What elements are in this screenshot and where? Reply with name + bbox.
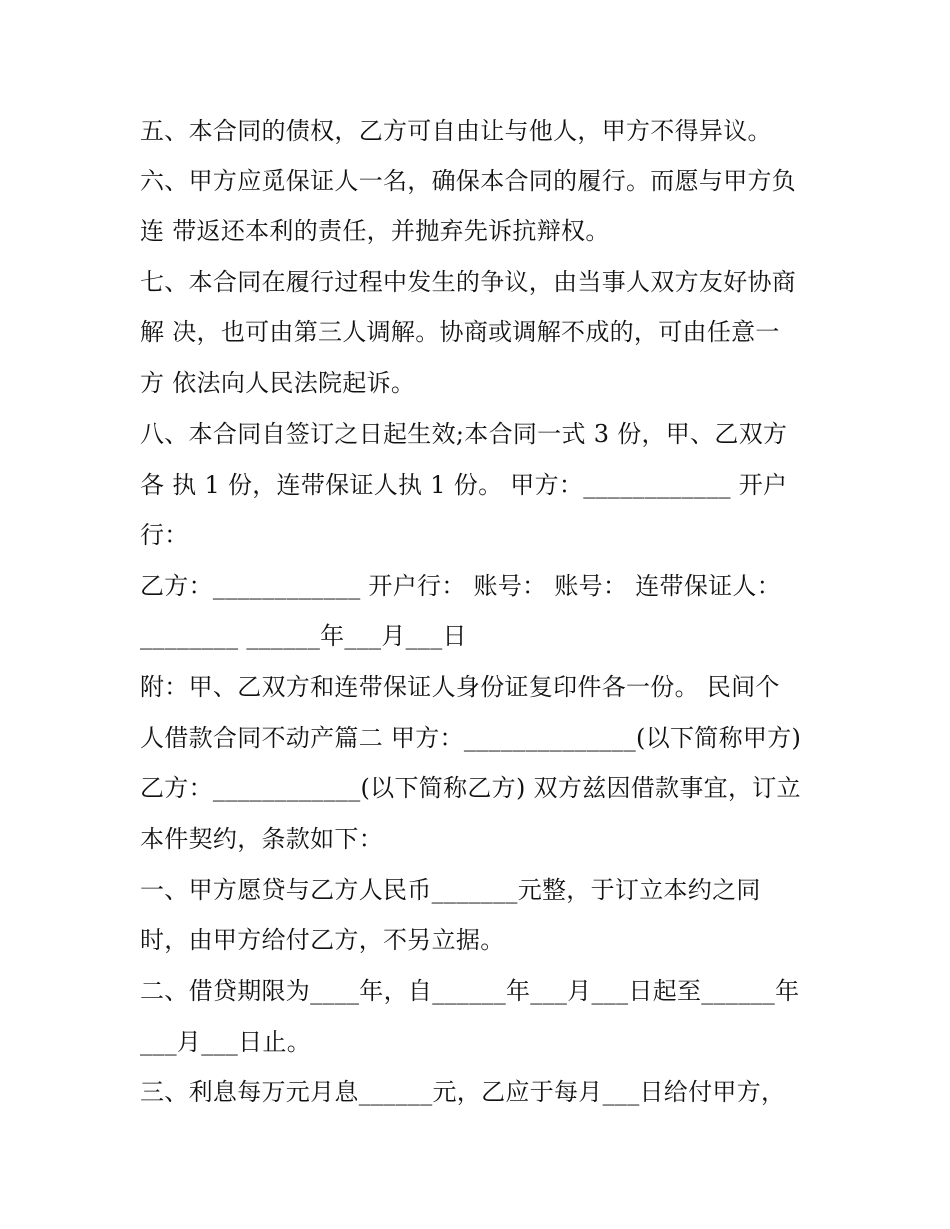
text-line-10: 乙方：____________ 开户行： 账号： 账号： 连带保证人：	[140, 572, 782, 600]
text-line-5: 解 决，也可由第三人调解。协商或调解不成的，可由任意一	[140, 318, 780, 346]
text-line-2: 六、甲方应觅保证人一名，确保本合同的履行。而愿与甲方负	[140, 167, 797, 195]
text-line-15: 本件契约，条款如下：	[140, 825, 383, 853]
text-line-6: 方 依法向人民法院起诉。	[140, 369, 416, 397]
text-line-12: 附：甲、乙双方和连带保证人身份证复印件各一份。 民间个	[140, 673, 780, 701]
text-line-1: 五、本合同的债权，乙方可自由让与他人，甲方不得异议。	[140, 117, 772, 145]
text-line-11: ________ ______年___月___日	[140, 622, 467, 650]
text-line-7: 八、本合同自签订之日起生效;本合同一式 3 份，甲、乙双方	[140, 420, 788, 448]
text-line-19: ___月___日止。	[140, 1028, 311, 1056]
text-line-17: 时，由甲方给付乙方，不另立据。	[140, 926, 505, 954]
text-line-13: 人借款合同不动产篇二 甲方：______________(以下简称甲方)	[140, 724, 802, 752]
text-line-9: 行：	[140, 521, 189, 549]
text-line-18: 二、借贷期限为____年，自______年___月___日起至______年	[140, 977, 800, 1005]
text-line-20: 三、利息每万元月息______元，乙应于每月___日给付甲方，	[140, 1078, 786, 1106]
text-line-8: 各 执 1 份，连带保证人执 1 份。 甲方：____________ 开户	[140, 471, 788, 499]
text-line-14: 乙方：____________(以下简称乙方) 双方兹因借款事宜，订立	[140, 774, 801, 802]
text-line-4: 七、本合同在履行过程中发生的争议，由当事人双方友好协商	[140, 268, 797, 296]
text-line-16: 一、甲方愿贷与乙方人民币_______元整，于订立本约之同	[140, 876, 761, 904]
text-line-3: 连 带返还本利的责任，并抛弃先诉抗辩权。	[140, 217, 610, 245]
